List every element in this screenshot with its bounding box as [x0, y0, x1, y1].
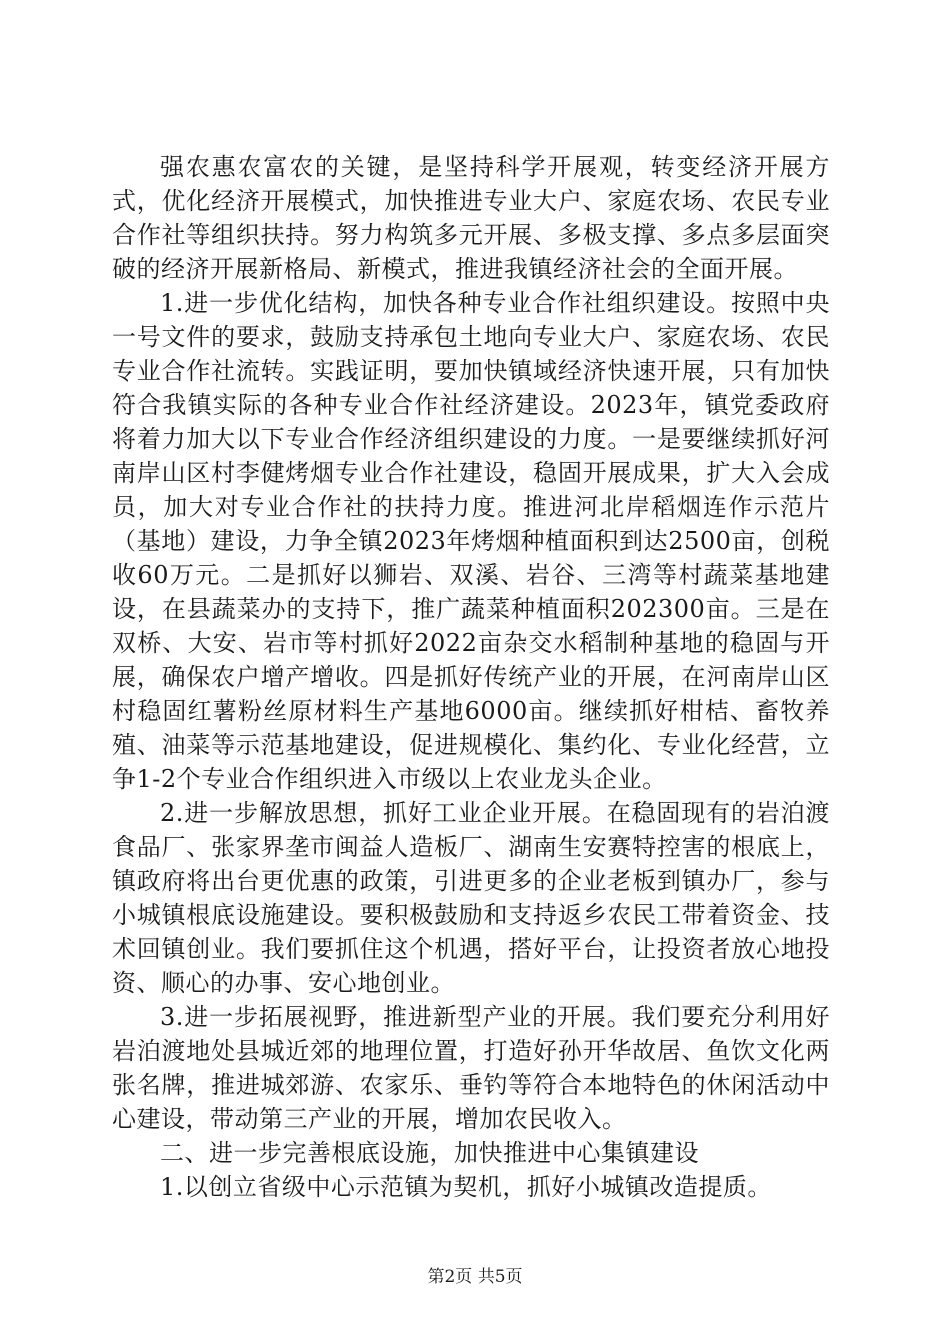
paragraph-intro: 强农惠农富农的关键，是坚持科学开展观，转变经济开展方式，优化经济开展模式，加快推进专业大户、家庭农场、农民专业合作社等组织扶持。努力构筑多元开展、多极支撑、多点多层面突破的经济开展新格局、新模式，推进我镇经济社会的全面开展。: [112, 153, 830, 283]
section-heading: 二、进一步完善根底设施，加快推进中心集镇建设: [160, 1139, 699, 1167]
paragraph-item-1: 1.进一步优化结构，加快各种专业合作社组织建设。按照中央一号文件的要求，鼓励支持承包土地向专业大户、家庭农场、农民专业合作社流转。实践证明，要加快镇域经济快速开展，只有加快符合我镇实际的各种专业合作社经济建设。2023年，镇党委政府将着力加大以下专业合作经济组织建设的力度。一是要继续抓好河南岸山区村李健烤烟专业合作社建设，稳固开展成果，扩大入会成员，加大对专业合作社的扶持力度。推进河北岸稻烟连作示范片（基地）建设，力争全镇2023年烤烟种植面积到达2500亩，创税收60万元。二是抓好以狮岩、双溪、岩谷、三湾等村蔬菜基地建设，在县蔬菜办的支持下，推广蔬菜种植面积202300亩。三是在双桥、大安、岩市等村抓好2022亩杂交水稻制种基地的稳固与开展，确保农户增产增收。四是抓好传统产业的开展，在河南岸山区村稳固红薯粉丝原材料生产基地6000亩。继续抓好柑桔、畜牧养殖、油菜等示范基地建设，促进规模化、集约化、专业化经营，立争1-2个专业合作组织进入市级以上农业龙头企业。: [112, 289, 830, 793]
paragraph-section-item-1: 1.以创立省级中心示范镇为契机，抓好小城镇改造提质。: [160, 1173, 772, 1201]
paragraph-item-3: 3.进一步拓展视野，推进新型产业的开展。我们要充分利用好岩泊渡地处县城近郊的地理位置，打造好孙开华故居、鱼饮文化两张名牌，推进城郊游、农家乐、垂钓等符合本地特色的休闲活动中心建设，带动第三产业的开展，增加农民收入。: [112, 1003, 830, 1133]
page-footer: 第2页 共5页: [427, 1267, 523, 1287]
document-body: [112, 150, 830, 1204]
paragraph-item-2: 2.进一步解放思想，抓好工业企业开展。在稳固现有的岩泊渡食品厂、张家界垄市闽益人造板厂、湖南生安赛特控害的根底上，镇政府将出台更优惠的政策，引进更多的企业老板到镇办厂，参与小城镇根底设施建设。要积极鼓励和支持返乡农民工带着资金、技术回镇创业。我们要抓住这个机遇，搭好平台，让投资者放心地投资、顺心的办事、安心地创业。: [112, 799, 830, 997]
